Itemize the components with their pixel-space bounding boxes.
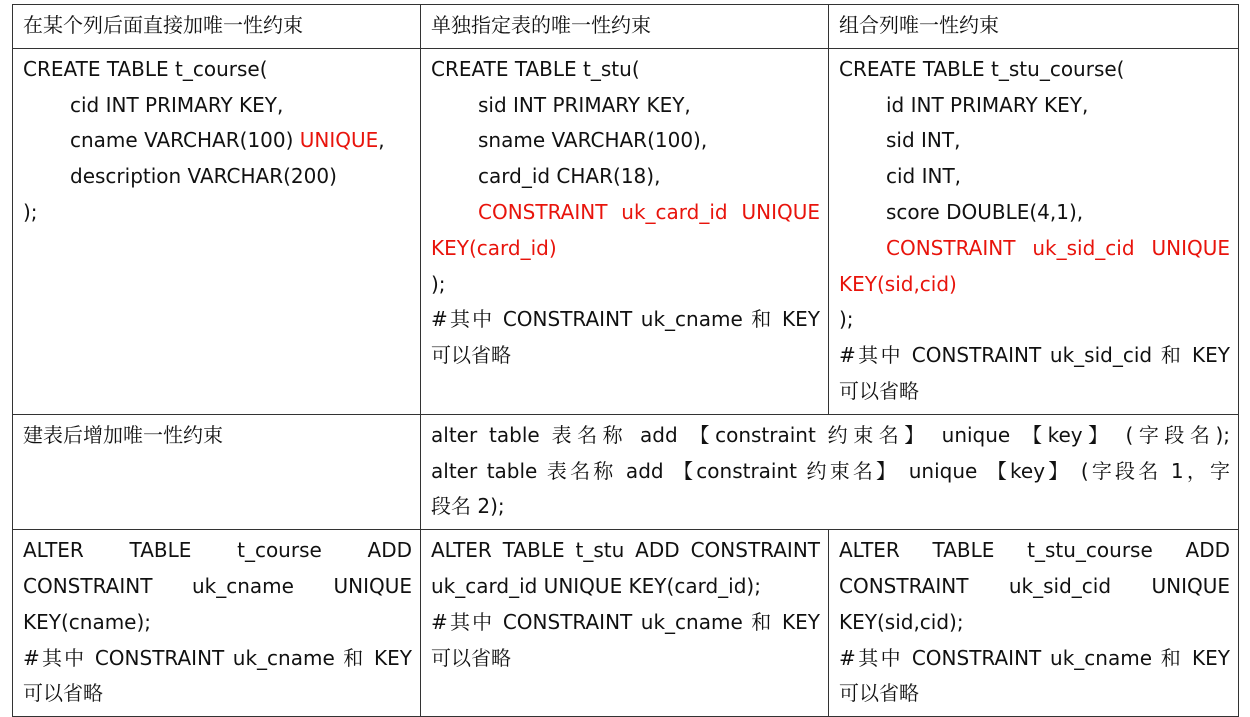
code-text: , [378,128,385,153]
code-line: card_id CHAR(18), [478,164,661,189]
unique-keyword: UNIQUE [299,128,379,153]
alter-example-row [13,530,1239,717]
code-line [23,123,412,159]
code-line: sid INT PRIMARY KEY, [478,92,691,117]
code-line: sname VARCHAR(100), [478,128,708,153]
alter-syntax-definition [421,414,1239,529]
code-line: CONSTRAINT uk_sid_cid UNIQUE [839,573,1230,598]
comment-line: #其中 CONSTRAINT uk_cname 和 KEY [23,645,412,670]
alter-syntax-row [13,414,1239,529]
header-composite-unique: 组合列唯一性约束 [829,5,1239,49]
code-line: CREATE TABLE t_stu_course( [839,56,1125,81]
unique-constraint-table [12,4,1239,717]
constraint-highlight: KEY(sid,cid) [839,271,957,296]
code-line: score DOUBLE(4,1), [886,199,1084,224]
syntax-line: 段名 2); [431,494,505,519]
code-line: ALTER TABLE t_stu ADD CONSTRAINT [431,538,820,563]
comment-line: 可以省略 [23,681,103,706]
inline-unique-example [13,48,421,414]
comment-line: 可以省略 [839,378,919,403]
alter-syntax-label: 建表后增加唯一性约束 [13,414,421,529]
create-table-row [13,48,1239,414]
comment-line: #其中 CONSTRAINT uk_cname 和 KEY [431,609,820,634]
syntax-line: alter table 表名称 add 【constraint 约束名】 unique 【key】 (字段名 1，字 [431,458,1230,483]
header-inline-unique: 在某个列后面直接加唯一性约束 [13,5,421,49]
header-table-level-unique: 单独指定表的唯一性约束 [421,5,829,49]
syntax-line: alter table 表名称 add 【constraint 约束名】 unique 【key】 (字段名); [431,422,1230,447]
code-line: ALTER TABLE t_course ADD [23,538,412,563]
code-line: uk_card_id UNIQUE KEY(card_id); [431,573,761,598]
code-line: KEY(cname); [23,609,152,634]
table-level-unique-example [421,48,829,414]
header-row [13,5,1239,49]
code-line: ); [23,199,38,224]
code-line: cid INT PRIMARY KEY, [70,92,284,117]
code-line: ); [431,271,446,296]
code-line: CONSTRAINT uk_cname UNIQUE [23,573,412,598]
constraint-highlight: CONSTRAINT uk_sid_cid UNIQUE [886,235,1230,260]
comment-line: #其中 CONSTRAINT uk_cname 和 KEY [839,645,1230,670]
code-line: sid INT, [886,128,961,153]
code-line: ); [839,307,854,332]
constraint-highlight: KEY(card_id) [431,235,557,260]
code-line: cid INT, [886,164,962,189]
comment-line: #其中 CONSTRAINT uk_cname 和 KEY [431,307,820,332]
code-line: id INT PRIMARY KEY, [886,92,1089,117]
alter-table-level-example [421,530,829,717]
comment-line: 可以省略 [839,681,919,706]
comment-line: 可以省略 [431,343,511,368]
code-line: KEY(sid,cid); [839,609,964,634]
code-line: ALTER TABLE t_stu_course ADD [839,538,1230,563]
code-line: description VARCHAR(200) [70,164,337,189]
code-text: cname VARCHAR(100) [70,128,300,153]
alter-inline-example [13,530,421,717]
composite-unique-example [829,48,1239,414]
comment-line: 可以省略 [431,645,511,670]
code-line: CREATE TABLE t_stu( [431,56,640,81]
comment-line: #其中 CONSTRAINT uk_sid_cid 和 KEY [839,343,1230,368]
code-line: CREATE TABLE t_course( [23,56,268,81]
constraint-highlight: CONSTRAINT uk_card_id UNIQUE [478,199,820,224]
alter-composite-example [829,530,1239,717]
